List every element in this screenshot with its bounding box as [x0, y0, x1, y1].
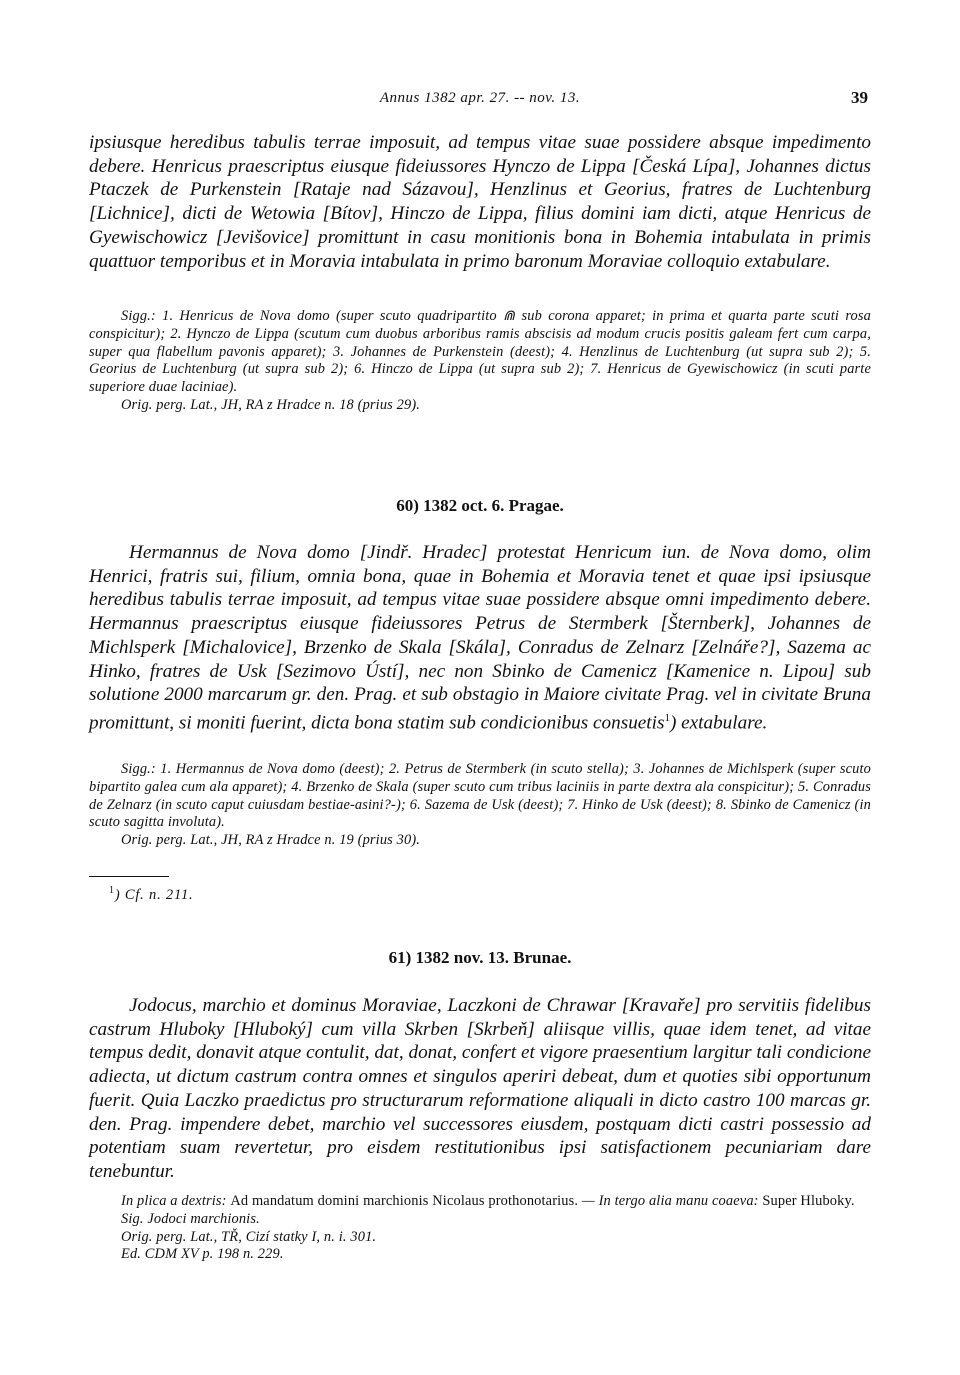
doc-60-text-end: ) extabulare. — [669, 712, 768, 734]
plica-text: Ad mandatum domini marchionis Nicolaus prothonotarius. — [230, 1193, 579, 1209]
continuation-text: ipsiusque heredibus tabulis terrae imposuit, ad tempus vitae suae possidere absque impedimento debere. Henricus praescriptus eiusque fideiussores Hynczo de Lippa [Česká Lípa], Johannes dictus Ptaczek de Purkenstein [Rataje nad Sázavou], Henzlinus et Georius, fratres de Luchtenburg [Lichnice], dicti de Wetowia [Bítov], Hinczo de Lippa, filius domini iam dicti, atque Henricus de Gyewischowicz [Jevišovice] promittunt in casu monitionis bona in Bohemia intabulata in primis quattuor temporibus et in Moravia intabulata in primo baronum Moraviae colloquio extabulare. — [89, 132, 871, 272]
plica-label: In plica a dextris: — [121, 1193, 227, 1209]
orig-59: Orig. perg. Lat., JH, RA z Hradce n. 18 (prius 29). — [121, 396, 421, 413]
sigg-59: Sigg.: 1. Henricus de Nova domo (super scuto quadripartito ⋒ sub corona apparet; in prima et quarta parte scuti rosa conspicitur); 2. Hynczo de Lippa (scutum cum duobus arboribus ramis abscisis ad modum crucis positis galeam fert cum carpa, super qua flabellum pavonis apparet); 3. Johannes de Purkenstein (deest); 4. Henzlinus de Luchtenburg (ut supra sub 2); 5. Georius de Luchtenburg (ut supra sub 2); 6. Hinczo de Lippa (ut supra sub 2); 7. Henricus de Gyewischowicz (in scuti parte superiore duae laciniae). — [89, 308, 871, 396]
ed-61: Ed. CDM XV p. 198 n. 229. — [121, 1246, 284, 1263]
footnote-rule — [89, 876, 169, 877]
orig-61: Orig. perg. Lat., TŘ, Cizí statky I, n. i. 301. — [121, 1228, 377, 1245]
tergo-label: — In tergo alia manu coaeva: — [581, 1193, 759, 1209]
doc-60-text — [89, 541, 871, 735]
doc-61-apparatus — [89, 1193, 871, 1264]
doc-61-regest — [89, 994, 871, 1184]
plica-note — [89, 1193, 871, 1211]
doc-60-apparatus — [89, 761, 871, 850]
doc-60-heading: 60) 1382 oct. 6. Pragae. — [396, 496, 564, 515]
doc-60-regest — [89, 541, 871, 735]
footnote-text: ) Cf. n. 211. — [114, 886, 194, 903]
sig-61: Sig. Jodoci marchionis. — [121, 1210, 260, 1227]
footnote-mark: 1 — [109, 885, 115, 896]
orig-60: Orig. perg. Lat., JH, RA z Hradce n. 19 (prius 30). — [121, 832, 421, 849]
footnote — [109, 885, 193, 904]
page-number: 39 — [851, 88, 868, 107]
running-head: Annus 1382 apr. 27. -- nov. 13. — [379, 90, 581, 106]
page-header — [0, 90, 960, 112]
doc-61-text: Jodocus, marchio et dominus Moraviae, Laczkoni de Chrawar [Kravaře] pro servitiis fidelibus castrum Hluboky [Hluboký] cum villa Skrben [Skrbeň] aliisque villis, quae idem tenet, ad vitae tempus dedit, donavit atque contulit, dat, donat, confert et vigore praesentium largitur tali condicione adiecta, ut dictum castrum contra omnes et singulos aperiri debeat, dum et quoties sibi opportunum fuerit. Quia Laczko praedictus pro structurarum reformatione aliquali in dicto castro 100 marcas gr. den. Prag. impendere debet, marchio vel successores eiusdem, postquam dicti castri possessio ad potentiam suam revertetur, pro eisdem restitutionibus ipsi satisfactionem pecuniariam dare tenebuntur. — [89, 995, 871, 1182]
tergo-text: Super Hluboky. — [762, 1193, 855, 1209]
continuation-paragraph — [89, 131, 871, 273]
doc-61-heading: 61) 1382 nov. 13. Brunae. — [388, 948, 572, 967]
footnote-ref: 1 — [664, 711, 670, 724]
sigg-60: Sigg.: 1. Hermannus de Nova domo (deest); 2. Petrus de Stermberk (in scuto stella); 3. Johannes de Michlsperk (super scuto bipartito galea cum ala apparet); 4. Brzenko de Skala (super scuto cum tribus laciniis in parte dextra ala conspicitur); 5. Conradus de Zelnarz (in scuto caput cuiusdam bestiae-asini?-); 6. Sazema de Usk (deest); 7. Hinko de Usk (deest); 8. Sbinko de Camenicz (in scuto sagitta involuta). — [89, 761, 871, 831]
continuation-apparatus — [89, 308, 871, 415]
doc-60-text-main: Hermannus de Nova domo [Jindř. Hradec] protestat Henricum iun. de Nova domo, olim Henrici, fratris sui, filium, omnia bona, quae in Bohemia et Moravia tenet et quae ipsi ipsiusque heredibus tabulis terrae imposuit, ad tempus vitae suae possidere absque omni impedimento debere. Hermannus praescriptus eiusque fideiussores Petrus de Stermberk [Šternberk], Johannes de Michlsperk [Michalovice], Brzenko de Skala [Skála], Conradus de Zelnarz [Zelnáře?], Sazema ac Hinko, fratres de Usk [Sezimovo Ústí], nec non Sbinko de Camenicz [Kamenice n. Lipou] sub solutione 2000 marcarum gr. den. Prag. et sub obstagio in Maiore civitate Prag. vel in civitate Bruna promittunt, si moniti fuerint, dicta bona statim sub condicionibus consuetis — [89, 542, 871, 734]
